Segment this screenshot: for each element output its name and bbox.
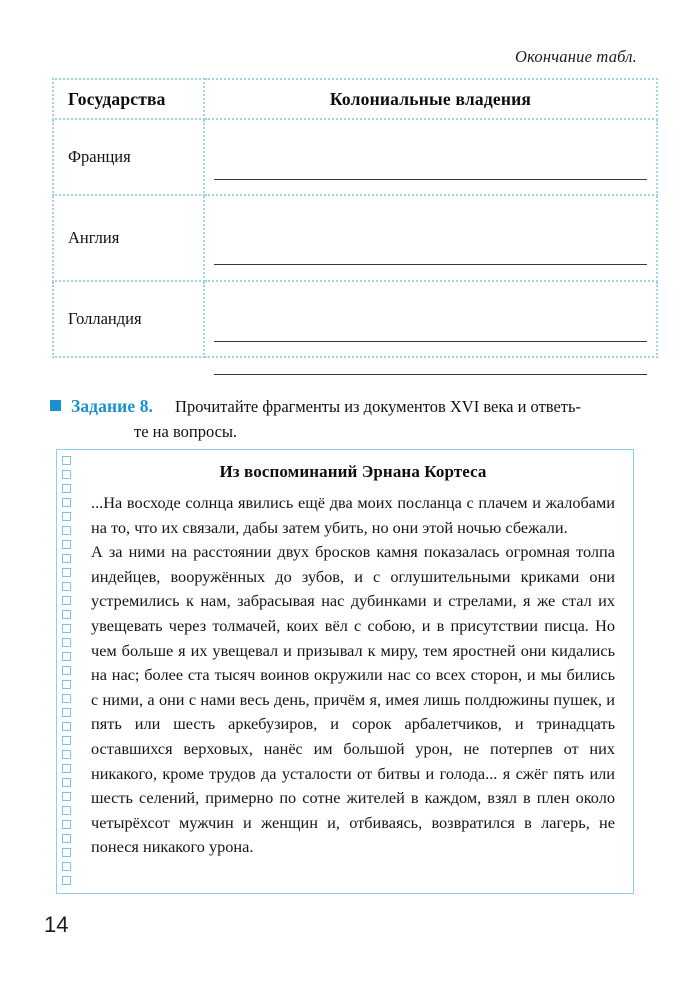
square-outline-icon — [62, 554, 71, 563]
task-label: Задание 8. — [71, 396, 154, 416]
square-outline-icon — [62, 694, 71, 703]
writing-line — [214, 341, 647, 342]
square-outline-icon — [62, 722, 71, 731]
square-outline-icon — [62, 540, 71, 549]
page-number: 14 — [44, 912, 69, 937]
colonial-possessions-table — [52, 78, 638, 358]
square-outline-icon — [62, 596, 71, 605]
decorative-square-border — [62, 456, 74, 887]
source-paragraph-1: ...На восходе солнца явились ещё два моих посланца с плачем и жалобами на то, что их связали, дабы затем убить, но они этой ночью сбежали. — [91, 493, 615, 537]
table-row — [53, 281, 657, 357]
table-row — [53, 119, 657, 195]
square-bullet-icon — [50, 400, 61, 411]
source-document-content — [57, 450, 633, 876]
answer-area-holland[interactable] — [204, 281, 657, 357]
running-head: Окончание табл. — [514, 47, 637, 66]
column-header-states: Государства — [53, 79, 204, 119]
source-document-title: Из воспоминаний Эрнана Кортеса — [219, 462, 487, 481]
square-outline-icon — [62, 666, 71, 675]
square-outline-icon — [62, 526, 71, 535]
square-outline-icon — [62, 848, 71, 857]
square-outline-icon — [62, 470, 71, 479]
square-outline-icon — [62, 708, 71, 717]
writing-line — [214, 264, 647, 265]
square-outline-icon — [62, 680, 71, 689]
row-label-england: Англия — [53, 195, 204, 281]
task-8-heading — [50, 394, 644, 444]
square-outline-icon — [62, 876, 71, 885]
row-label-france: Франция — [53, 119, 204, 195]
answer-area-france[interactable] — [204, 119, 657, 195]
table-body — [53, 119, 657, 357]
square-outline-icon — [62, 764, 71, 773]
table-row — [53, 195, 657, 281]
table-head — [53, 79, 657, 119]
square-outline-icon — [62, 778, 71, 787]
square-outline-icon — [62, 736, 71, 745]
square-outline-icon — [62, 568, 71, 577]
square-outline-icon — [62, 512, 71, 521]
square-outline-icon — [62, 484, 71, 493]
column-header-colonies: Колониальные владения — [204, 79, 657, 119]
square-outline-icon — [62, 806, 71, 815]
row-label-holland: Голландия — [53, 281, 204, 357]
square-outline-icon — [62, 610, 71, 619]
table — [52, 78, 658, 358]
source-document-box — [56, 449, 634, 894]
task-instruction-line-1: Прочитайте фрагменты из документов XVI века и ответь- — [175, 397, 582, 416]
square-outline-icon — [62, 498, 71, 507]
square-outline-icon — [62, 792, 71, 801]
square-outline-icon — [62, 456, 71, 465]
answer-area-england[interactable] — [204, 195, 657, 281]
square-outline-icon — [62, 652, 71, 661]
square-outline-icon — [62, 582, 71, 591]
square-outline-icon — [62, 820, 71, 829]
writing-line — [214, 179, 647, 180]
task-instruction-line-2: те на вопросы. — [134, 422, 238, 441]
square-outline-icon — [62, 624, 71, 633]
source-paragraph-2: А за ними на расстоянии двух бросков камня показалась огромная толпа индейцев, вооружённых до зубов, и с оглушительными криками они устремились к нам, забрасывая нас дубинками и стрелами, я же стал их увещевать через толмачей, коих вёл с собою, и в присутствии писца. Но чем больше я их увещевал и призывал к миру, тем яростней они кидались на нас; более ста тысяч воинов окружили нас со всех сторон, и мы бились с ними, а они с нами весь день, причём я, имея лишь полдюжины пушек, и пять или шесть аркебузиров, и сорок арбалетчиков, и тринадцать оставшихся верховых, нанёс им большой урон, не потерпев от них никакого, кроме трудов да усталости от битвы и голода... я сжёг пять или шесть селений, примерно по сотне жителей в каждом, взял в плен около четырёхсот мужчин и женщин и, отбиваясь, возвратился в лагерь, не понеся никакого урона. — [91, 542, 615, 857]
square-outline-icon — [62, 862, 71, 871]
square-outline-icon — [62, 834, 71, 843]
writing-line — [214, 374, 647, 375]
square-outline-icon — [62, 750, 71, 759]
table-header-row — [53, 79, 657, 119]
square-outline-icon — [62, 638, 71, 647]
